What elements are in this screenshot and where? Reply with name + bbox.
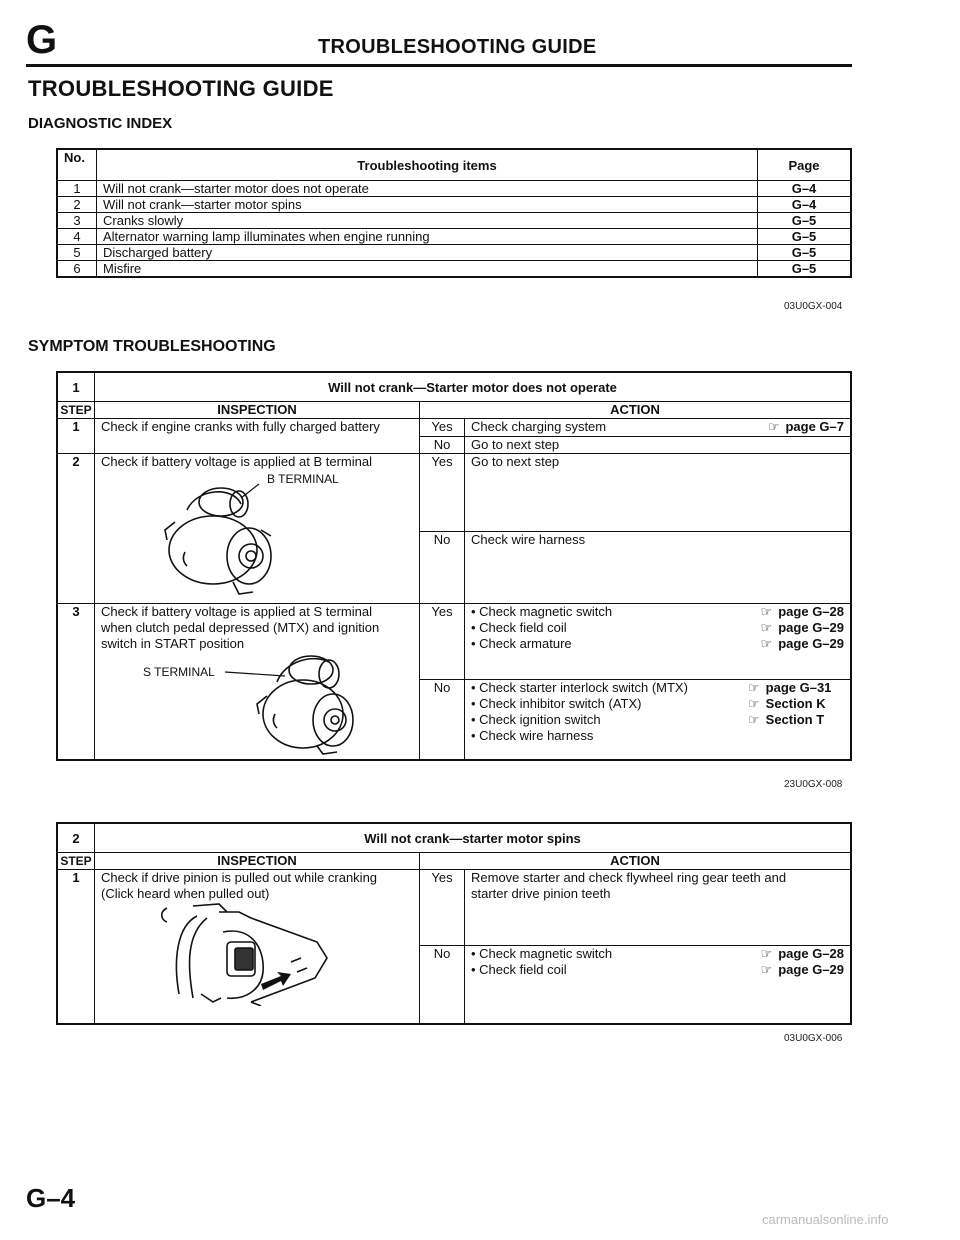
inspection-line: (Click heard when pulled out) [101,886,270,901]
no-label: No [420,946,465,1024]
drive-pinion-icon [101,902,401,1006]
action-line: Remove starter and check flywheel ring gear teeth and [471,870,787,885]
yes-label: Yes [420,870,465,946]
column-header-row [57,853,851,870]
row-no: 3 [57,213,97,229]
action-item [471,946,844,962]
action-text: • Check magnetic switch [471,604,613,619]
row-page: G–5 [758,261,852,278]
row-item: Will not crank—starter motor spins [97,197,758,213]
action-line: starter drive pinion teeth [471,886,611,901]
action-list [465,946,852,1024]
step-row [57,454,851,532]
symptom-number: 1 [57,372,95,402]
table-row [57,181,851,197]
diagnostic-index-table [56,148,852,278]
yes-label: Yes [420,419,465,437]
no-label: No [420,680,465,760]
action-item [471,680,844,696]
pointing-hand-icon: ☞ [760,636,773,651]
symptom-title: Will not crank—Starter motor does not operate [95,372,852,402]
header-title: TROUBLESHOOTING GUIDE [318,36,597,58]
action-list [465,604,852,680]
symptom-title-row [57,823,851,853]
action-text: • Check wire harness [471,728,594,743]
starter-motor-b-terminal-illustration [101,470,413,600]
step-number: 2 [57,454,95,604]
inspection-line: when clutch pedal depressed (MTX) and ignition [101,620,380,635]
col-step: STEP [57,402,95,419]
figure-code: 03U0GX-006 [784,1033,843,1044]
index-header-row [57,149,851,181]
row-item: Cranks slowly [97,213,758,229]
symptom-title: Will not crank—starter motor spins [95,823,852,853]
section-letter: G [26,18,58,62]
action-text: • Check field coil [471,620,567,635]
row-item: Discharged battery [97,245,758,261]
action-text: • Check magnetic switch [471,946,613,961]
reference-text: page G–29 [778,962,844,977]
page-reference [768,419,844,435]
s-terminal-label: S TERMINAL [143,665,215,679]
inspection-cell [95,604,420,760]
action-item [471,712,844,728]
page-reference [748,696,844,712]
row-no: 5 [57,245,97,261]
action-item [471,728,844,744]
table-row [57,229,851,245]
inspection-text: Check if battery voltage is applied at B terminal [101,454,372,469]
reference-text: page G–7 [785,419,844,434]
step-number: 3 [57,604,95,760]
row-item: Misfire [97,261,758,278]
row-item: Alternator warning lamp illuminates when engine running [97,229,758,245]
col-action: ACTION [420,402,852,419]
row-page: G–4 [758,197,852,213]
action-text: • Check field coil [471,962,567,977]
action-text: • Check inhibitor switch (ATX) [471,696,642,711]
action-text: • Check armature [471,636,572,651]
action-text: • Check starter interlock switch (MTX) [471,680,688,695]
header-rule [26,64,852,67]
row-no: 1 [57,181,97,197]
pointing-hand-icon: ☞ [760,620,773,635]
starter-motor-s-terminal-illustration [101,652,413,756]
col-inspection: INSPECTION [95,402,420,419]
page-reference [761,946,844,962]
symptom-heading: SYMPTOM TROUBLESHOOTING [28,338,276,355]
action-text: • Check ignition switch [471,712,601,727]
pointing-hand-icon: ☞ [760,946,773,961]
pointing-hand-icon: ☞ [748,680,760,695]
b-terminal-label: B TERMINAL [267,472,339,486]
page-reference [761,636,844,652]
page-reference [761,620,844,636]
footer-watermark: carmanualsonline.info [762,1212,889,1227]
action-list [465,680,852,760]
action-text: Go to next step [465,454,852,532]
starter-motor-icon [101,470,361,600]
action-text [465,870,852,946]
pointing-hand-icon: ☞ [760,604,773,619]
reference-text: Section T [765,712,825,727]
inspection-line: Check if drive pinion is pulled out while cranking [101,870,378,885]
action-cell [465,419,852,437]
row-page: G–5 [758,229,852,245]
symptom-number: 2 [57,823,95,853]
col-step: STEP [57,853,95,870]
table-row [57,245,851,261]
yes-label: Yes [420,454,465,532]
inspection-text [101,604,413,652]
reference-text: page G–29 [778,620,844,635]
row-no: 4 [57,229,97,245]
figure-code: 03U0GX-004 [784,301,843,312]
symptom-table-2 [56,822,852,1025]
row-page: G–4 [758,181,852,197]
col-items: Troubleshooting items [97,149,758,181]
page-reference [748,680,844,696]
page-reference [761,604,844,620]
table-row [57,213,851,229]
inspection-line: switch in START position [101,636,245,651]
action-text: Go to next step [465,437,852,454]
reference-text: page G–29 [778,636,844,651]
pointing-hand-icon: ☞ [748,712,760,727]
symptom-table-1 [56,371,852,761]
table-row [57,197,851,213]
step-number: 1 [57,419,95,454]
row-no: 6 [57,261,97,278]
action-item [471,620,844,636]
action-item [471,962,844,978]
reference-text: page G–31 [765,680,832,695]
row-no: 2 [57,197,97,213]
action-item [471,636,844,652]
inspection-cell [95,454,420,604]
page-reference [748,712,844,728]
symptom-title-row [57,372,851,402]
step-row [57,870,851,946]
col-page: Page [758,149,852,181]
drive-pinion-illustration [101,902,413,1006]
row-page: G–5 [758,213,852,229]
step-row [57,604,851,680]
step-number: 1 [57,870,95,1024]
action-item [471,696,844,712]
diagnostic-index-heading: DIAGNOSTIC INDEX [28,115,173,132]
action-text: Check charging system [471,419,607,434]
inspection-line: Check if battery voltage is applied at S terminal [101,604,372,619]
reference-text: page G–28 [778,604,844,619]
no-label: No [420,437,465,454]
pointing-hand-icon: ☞ [767,419,780,434]
inspection-cell [95,870,420,1024]
step-row [57,419,851,437]
row-page: G–5 [758,245,852,261]
table-row [57,261,851,278]
pointing-hand-icon: ☞ [748,696,760,711]
column-header-row [57,402,851,419]
page-reference [761,962,844,978]
reference-text: Section K [765,696,826,711]
figure-code: 23U0GX-008 [784,779,843,790]
reference-text: page G–28 [778,946,844,961]
inspection-text: Check if engine cranks with fully charged battery [95,419,420,454]
yes-label: Yes [420,604,465,680]
col-inspection: INSPECTION [95,853,420,870]
action-item [471,604,844,620]
no-label: No [420,532,465,604]
page-heading: TROUBLESHOOTING GUIDE [28,76,334,101]
row-item: Will not crank—starter motor does not operate [97,181,758,197]
inspection-text [101,870,413,902]
pointing-hand-icon: ☞ [760,962,773,977]
col-no: No. [57,149,97,181]
action-text: Check wire harness [465,532,852,604]
col-action: ACTION [420,853,852,870]
page-number: G–4 [26,1183,76,1213]
